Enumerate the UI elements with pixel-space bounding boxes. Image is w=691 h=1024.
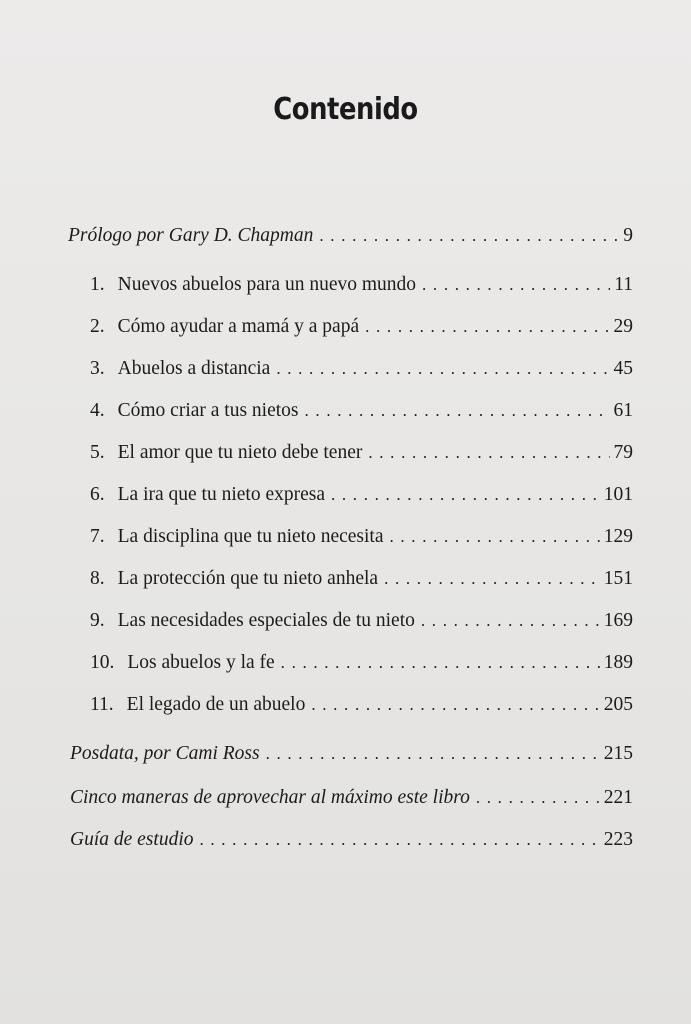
chapter-number: 5. (90, 442, 105, 463)
toc-entry-label: Posdata, por Cami Ross (70, 743, 260, 764)
toc-entry-page: 9 (623, 225, 633, 246)
dot-leader (319, 224, 619, 248)
dot-leader (390, 525, 600, 549)
toc-entry-label: Nuevos abuelos para un nuevo mundo (117, 274, 417, 295)
toc-entry-page: 221 (603, 787, 633, 808)
toc-entry-page: 169 (603, 610, 633, 631)
toc-entry-prologo (68, 224, 633, 248)
toc-entry-page: 79 (613, 442, 633, 463)
toc-entry-page: 11 (614, 274, 633, 295)
toc-entry-label: La disciplina que tu nieto necesita (117, 526, 384, 547)
toc-entry-label: Los abuelos y la fe (127, 652, 275, 673)
toc-entry-chapter-3 (90, 357, 633, 381)
toc-entry-chapter-1 (90, 273, 633, 297)
chapter-number: 8. (90, 568, 105, 589)
toc-entry-chapter-4 (90, 399, 633, 423)
toc-entry-label: Cómo ayudar a mamá y a papá (117, 316, 360, 337)
toc-entry-label: El amor que tu nieto debe tener (117, 442, 363, 463)
toc-entry-chapter-9 (90, 609, 633, 633)
chapter-number: 3. (90, 358, 105, 379)
dot-leader (421, 609, 600, 633)
toc-entry-page: 151 (603, 568, 633, 589)
toc-entry-chapter-6 (90, 483, 633, 507)
toc-entry-page: 205 (603, 694, 633, 715)
toc-entry-label: La ira que tu nieto expresa (117, 484, 325, 505)
chapter-number: 10. (90, 652, 115, 673)
toc-entry-label: Prólogo por Gary D. Chapman (68, 225, 314, 246)
toc-entry-label: Cinco maneras de aprovechar al máximo este libro (70, 787, 470, 808)
chapter-number: 2. (90, 316, 105, 337)
dot-leader (331, 483, 600, 507)
toc-entry-page: 29 (613, 316, 633, 337)
chapter-number: 1. (90, 274, 105, 295)
chapter-number: 7. (90, 526, 105, 547)
chapter-number: 6. (90, 484, 105, 505)
dot-leader (311, 693, 599, 717)
dot-leader (422, 273, 610, 297)
toc-entry-chapter-5 (90, 441, 633, 465)
chapter-number: 4. (90, 400, 105, 421)
chapter-number: 9. (90, 610, 105, 631)
toc-entry-label: La protección que tu nieto anhela (117, 568, 379, 589)
toc-entry-page: 215 (603, 743, 633, 764)
dot-leader (199, 828, 599, 852)
page-title: Contenido (273, 92, 418, 127)
dot-leader (368, 441, 609, 465)
dot-leader (266, 742, 600, 766)
toc-entry-chapter-7 (90, 525, 633, 549)
toc-entry-page: 45 (613, 358, 633, 379)
toc-entry-page: 189 (603, 652, 633, 673)
dot-leader (276, 357, 609, 381)
dot-leader (365, 315, 609, 339)
toc-entry-label: Cómo criar a tus nietos (117, 400, 299, 421)
dot-leader (281, 651, 600, 675)
toc-entry-label: Abuelos a distancia (117, 358, 271, 379)
toc-entry-label: Las necesidades especiales de tu nieto (117, 610, 415, 631)
toc-entry-cinco-maneras (70, 786, 633, 810)
toc-entry-chapter-2 (90, 315, 633, 339)
dot-leader (305, 399, 610, 423)
toc-entry-label: Guía de estudio (70, 829, 194, 850)
toc-entry-label: El legado de un abuelo (126, 694, 306, 715)
toc-entry-guia-estudio (70, 828, 633, 852)
dot-leader (476, 786, 600, 810)
chapter-number: 11. (90, 694, 114, 715)
toc-entry-chapter-8 (90, 567, 633, 591)
toc-entry-posdata (70, 742, 633, 766)
toc-entry-page: 129 (603, 526, 633, 547)
toc-entry-page: 61 (613, 400, 633, 421)
toc-entry-chapter-11 (90, 693, 633, 717)
toc-entry-page: 223 (603, 829, 633, 850)
toc-entry-chapter-10 (90, 651, 633, 675)
dot-leader (384, 567, 600, 591)
toc-entry-page: 101 (603, 484, 633, 505)
